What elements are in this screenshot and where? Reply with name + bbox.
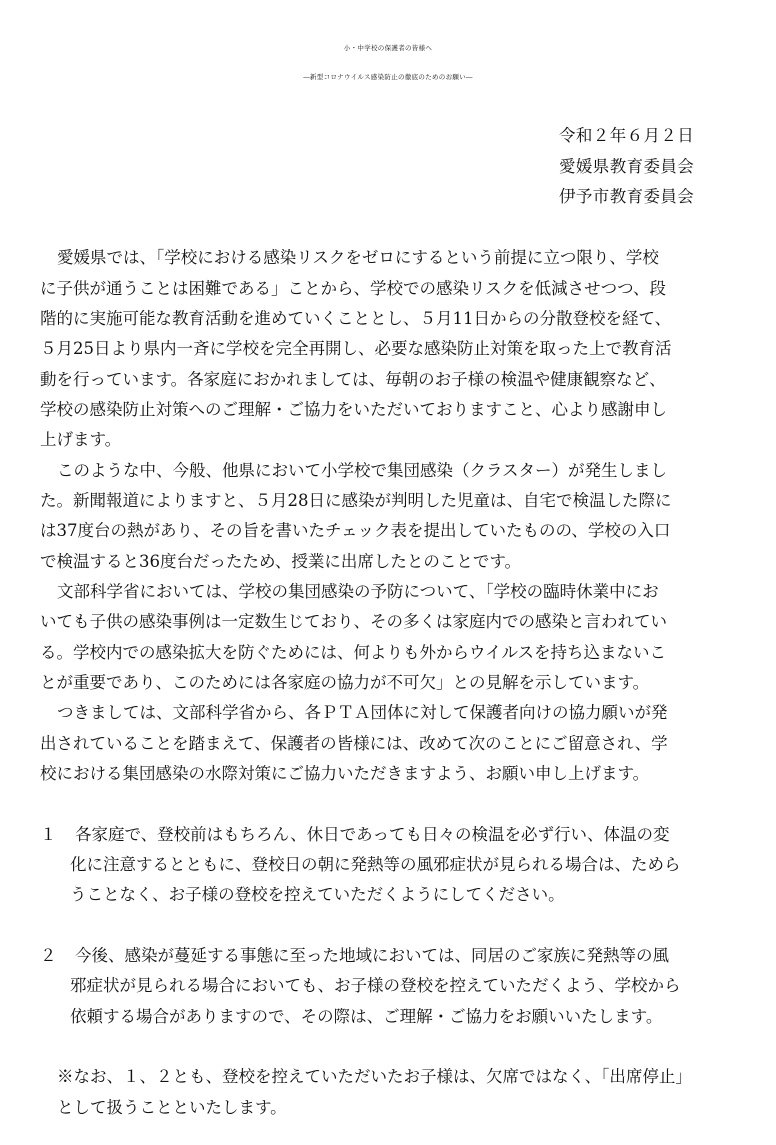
item-line: 化に注意するとともに、登校日の朝に発熱等の風邪症状が見られる場合は、ためら — [70, 855, 681, 874]
item-number: １ — [40, 825, 57, 844]
issuer-city-board: 伊予市教育委員会 — [559, 187, 695, 206]
paragraph-line: に子供が通うことは困難である」ことから、学校での感染リスクを低減させつつ、段 — [40, 279, 667, 298]
paragraph-line: このような中、今般、他県において小学校で集団感染（クラスター）が発生しまし — [57, 461, 668, 480]
item-number: ２ — [40, 946, 57, 965]
paragraph-line: で検温すると36度台だったため、授業に出席したとのことです。 — [40, 552, 522, 571]
item-line: 今後、感染が蔓延する事態に至った地域においては、同居のご家族に発熱等の風 — [75, 946, 669, 965]
paragraph-line: 学校の感染防止対策へのご理解・ご協力をいただいておりますこと、心より感謝申し — [40, 400, 667, 419]
document-subtitle: ―新型コロナウイルス感染防止の徹底のためのお願い― — [303, 73, 473, 81]
item-line: 依頼する場合がありますので、その際は、ご理解・ご協力をお願いいたします。 — [70, 1007, 663, 1026]
item-line: うことなく、お子様の登校を控えていただくようにしてください。 — [70, 885, 565, 904]
paragraph-line: 動を行っています。各家庭におかれましては、毎朝のお子様の検温や健康観察など、 — [40, 370, 666, 389]
note-line: ※なお、１、２とも、登校を控えていただいたお子様は、欠席ではなく、「出席停止」 — [57, 1067, 692, 1086]
item-line: 邪症状が見られる場合においても、お子様の登校を控えていただくよう、学校から — [70, 976, 681, 995]
paragraph-line: た。新聞報道によりますと、５月28日に感染が判明した児童は、自宅で検温した際に — [40, 491, 672, 510]
paragraph-line: 階的に実施可能な教育活動を進めていくこととし、５月11日からの分散登校を経て、 — [40, 309, 672, 328]
paragraph-line: とが重要であり、このためには各家庭の協力が不可欠」との見解を示しています。 — [40, 673, 650, 692]
paragraph-line: 文部科学省においては、学校の集団感染の予防について、「学校の臨時休業中にお — [57, 582, 659, 601]
issuer-prefecture-board: 愛媛県教育委員会 — [559, 157, 695, 176]
document-title: 小・中学校の保護者の皆様へ — [343, 44, 433, 52]
note-line: として扱うことといたします。 — [57, 1098, 287, 1117]
paragraph-line: は37度台の熱があり、その旨を書いたチェック表を提出していたものの、学校の入口 — [40, 521, 671, 540]
paragraph-line: 出されていることを踏まえて、保護者の皆様には、改めて次のことにご留意され、学 — [40, 734, 668, 753]
issue-date: 令和２年６月２日 — [559, 126, 695, 145]
paragraph-line: いても子供の感染事例は一定数生じており、その多くは家庭内での感染と言われてい — [40, 612, 667, 631]
paragraph-line: つきましては、文部科学省から、各ＰＴＡ団体に対して保護者向けの協力願いが発 — [57, 703, 668, 722]
paragraph-line: 上げます。 — [40, 430, 122, 449]
paragraph-line: 愛媛県では、「学校における感染リスクをゼロにするという前提に立つ限り、学校 — [57, 248, 659, 267]
item-line: 各家庭で、登校前はもちろん、休日であっても日々の検温を必ず行い、体温の変 — [75, 825, 670, 844]
paragraph-line: 校における集団感染の水際対策にご協力いただきますよう、お願い申し上げます。 — [40, 764, 650, 783]
paragraph-line: る。学校内での感染拡大を防ぐためには、何よりも外からウイルスを持ち込まないこ — [40, 643, 667, 662]
paragraph-line: ５月25日より県内一斉に学校を完全再開し、必要な感染防止対策を取った上で教育活 — [40, 339, 672, 358]
